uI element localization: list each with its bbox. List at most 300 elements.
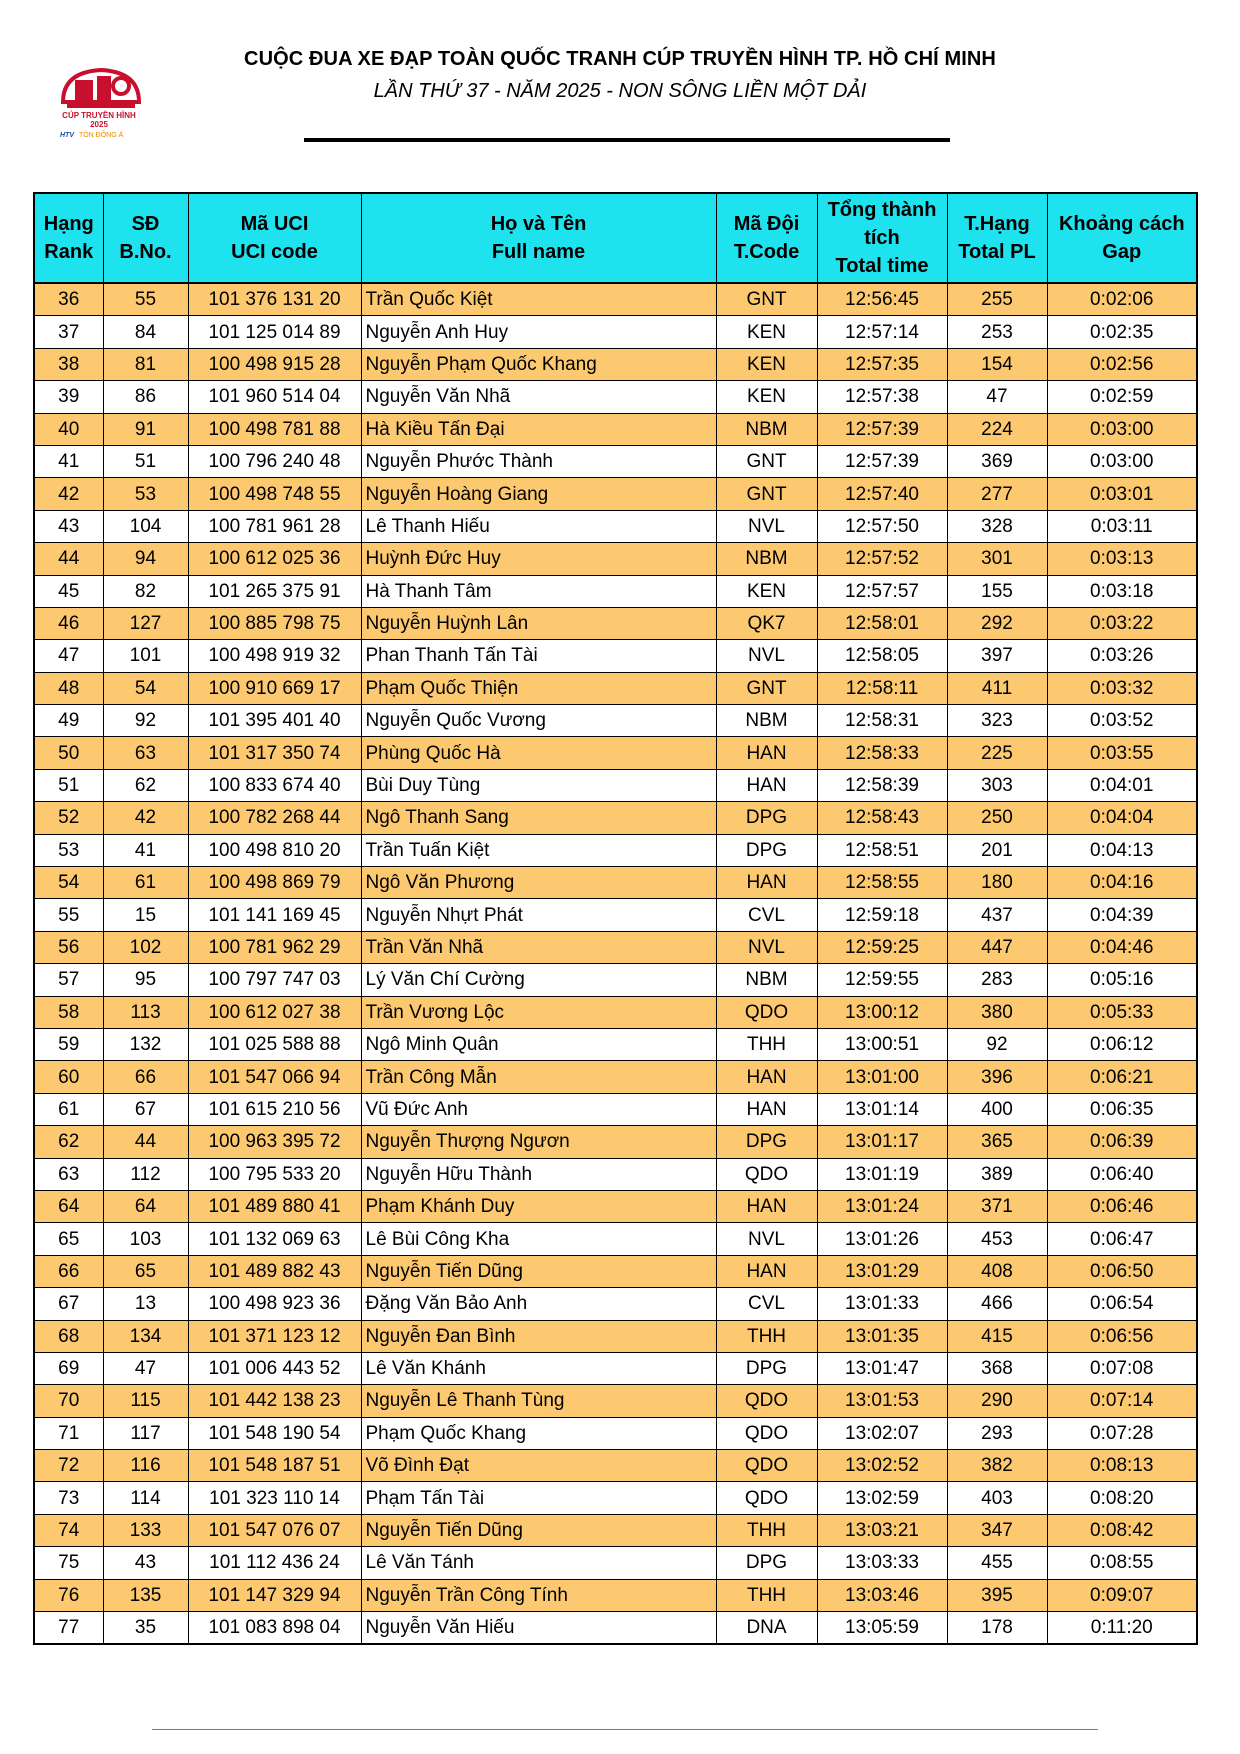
cell-gap: 0:06:40 [1047, 1158, 1197, 1190]
table-row [34, 964, 1197, 996]
cell-rank: 72 [34, 1450, 103, 1482]
cell-name: Phạm Tấn Tài [361, 1482, 716, 1514]
cell-time: 13:01:24 [817, 1190, 947, 1222]
cell-team: QDO [716, 1385, 817, 1417]
table-row [34, 543, 1197, 575]
table-row [34, 1255, 1197, 1287]
page-subtitle: LẦN THỨ 37 - NĂM 2025 - NON SÔNG LIỀN MỘT DẢI [373, 80, 867, 102]
cell-name: Trần Quốc Kiệt [361, 283, 716, 316]
cell-team: HAN [716, 737, 817, 769]
cell-time: 13:01:00 [817, 1061, 947, 1093]
cell-uci: 101 547 066 94 [188, 1061, 361, 1093]
table-row [34, 1547, 1197, 1579]
cell-pl: 154 [947, 348, 1047, 380]
cell-pl: 224 [947, 413, 1047, 445]
cell-name: Hà Kiều Tấn Đại [361, 413, 716, 445]
cell-team: DPG [716, 802, 817, 834]
cell-name: Phạm Khánh Duy [361, 1190, 716, 1222]
cell-rank: 42 [34, 478, 103, 510]
cell-pl: 303 [947, 769, 1047, 801]
cell-team: GNT [716, 478, 817, 510]
cell-bib: 66 [103, 1061, 188, 1093]
cell-time: 12:57:38 [817, 381, 947, 413]
cell-uci: 101 547 076 07 [188, 1514, 361, 1546]
cell-time: 12:57:39 [817, 413, 947, 445]
cell-gap: 0:04:04 [1047, 802, 1197, 834]
cell-time: 12:57:50 [817, 510, 947, 542]
cell-bib: 101 [103, 640, 188, 672]
table-row [34, 802, 1197, 834]
cell-team: QDO [716, 1158, 817, 1190]
cell-bib: 35 [103, 1612, 188, 1645]
cell-pl: 368 [947, 1352, 1047, 1384]
cell-time: 13:01:53 [817, 1385, 947, 1417]
cell-team: GNT [716, 283, 817, 316]
cell-pl: 382 [947, 1450, 1047, 1482]
cell-pl: 253 [947, 316, 1047, 348]
cell-bib: 67 [103, 1093, 188, 1125]
table-row [34, 381, 1197, 413]
cell-name: Lê Văn Khánh [361, 1352, 716, 1384]
cell-team: CVL [716, 899, 817, 931]
cell-time: 12:58:33 [817, 737, 947, 769]
cell-name: Lê Thanh Hiếu [361, 510, 716, 542]
cell-bib: 51 [103, 445, 188, 477]
cell-pl: 403 [947, 1482, 1047, 1514]
cell-name: Nguyễn Đan Bình [361, 1320, 716, 1352]
cell-bib: 13 [103, 1288, 188, 1320]
cell-pl: 347 [947, 1514, 1047, 1546]
table-row [34, 1093, 1197, 1125]
cell-team: HAN [716, 1061, 817, 1093]
cell-team: HAN [716, 1255, 817, 1287]
cell-pl: 293 [947, 1417, 1047, 1449]
cell-uci: 101 147 329 94 [188, 1579, 361, 1611]
cell-time: 13:01:33 [817, 1288, 947, 1320]
cell-team: NBM [716, 964, 817, 996]
cell-time: 12:59:55 [817, 964, 947, 996]
cell-uci: 100 498 915 28 [188, 348, 361, 380]
cell-bib: 117 [103, 1417, 188, 1449]
cell-gap: 0:11:20 [1047, 1612, 1197, 1645]
cell-name: Lê Văn Tánh [361, 1547, 716, 1579]
cell-bib: 54 [103, 672, 188, 704]
cell-name: Ngô Văn Phương [361, 867, 716, 899]
cell-bib: 115 [103, 1385, 188, 1417]
cell-rank: 41 [34, 445, 103, 477]
cell-name: Huỳnh Đức Huy [361, 543, 716, 575]
cell-rank: 52 [34, 802, 103, 834]
cell-rank: 47 [34, 640, 103, 672]
cell-name: Bùi Duy Tùng [361, 769, 716, 801]
cell-rank: 57 [34, 964, 103, 996]
cell-team: CVL [716, 1288, 817, 1320]
cell-pl: 453 [947, 1223, 1047, 1255]
table-row [34, 1028, 1197, 1060]
table-row [34, 1126, 1197, 1158]
cell-gap: 0:08:42 [1047, 1514, 1197, 1546]
cell-pl: 290 [947, 1385, 1047, 1417]
cell-team: NVL [716, 931, 817, 963]
cell-gap: 0:06:50 [1047, 1255, 1197, 1287]
cell-gap: 0:06:46 [1047, 1190, 1197, 1222]
cell-bib: 43 [103, 1547, 188, 1579]
cell-rank: 49 [34, 705, 103, 737]
cell-name: Nguyễn Anh Huy [361, 316, 716, 348]
cell-uci: 101 371 123 12 [188, 1320, 361, 1352]
cell-time: 12:58:43 [817, 802, 947, 834]
cell-rank: 50 [34, 737, 103, 769]
cell-rank: 59 [34, 1028, 103, 1060]
cell-bib: 102 [103, 931, 188, 963]
cell-team: QDO [716, 1482, 817, 1514]
cell-gap: 0:03:00 [1047, 445, 1197, 477]
cell-pl: 255 [947, 283, 1047, 316]
cell-team: GNT [716, 445, 817, 477]
cell-name: Nguyễn Thượng Ngươn [361, 1126, 716, 1158]
cell-time: 12:58:11 [817, 672, 947, 704]
cell-gap: 0:06:54 [1047, 1288, 1197, 1320]
table-row [34, 413, 1197, 445]
cell-time: 13:01:19 [817, 1158, 947, 1190]
cell-bib: 127 [103, 607, 188, 639]
cell-bib: 42 [103, 802, 188, 834]
cell-rank: 66 [34, 1255, 103, 1287]
cell-uci: 101 083 898 04 [188, 1612, 361, 1645]
cell-pl: 225 [947, 737, 1047, 769]
cell-gap: 0:02:35 [1047, 316, 1197, 348]
cell-time: 13:01:17 [817, 1126, 947, 1158]
cell-bib: 63 [103, 737, 188, 769]
cell-rank: 54 [34, 867, 103, 899]
cell-gap: 0:04:46 [1047, 931, 1197, 963]
table-row [34, 1482, 1197, 1514]
table-row [34, 672, 1197, 704]
cell-bib: 65 [103, 1255, 188, 1287]
cell-pl: 400 [947, 1093, 1047, 1125]
cell-bib: 64 [103, 1190, 188, 1222]
cell-rank: 76 [34, 1579, 103, 1611]
cell-rank: 39 [34, 381, 103, 413]
cell-rank: 74 [34, 1514, 103, 1546]
header-pl: T.Hạng Total PL [947, 193, 1047, 283]
cell-name: Phan Thanh Tấn Tài [361, 640, 716, 672]
cell-pl: 466 [947, 1288, 1047, 1320]
table-row [34, 1385, 1197, 1417]
cell-name: Nguyễn Trần Công Tính [361, 1579, 716, 1611]
cell-time: 13:00:12 [817, 996, 947, 1028]
table-row [34, 445, 1197, 477]
cell-time: 12:58:39 [817, 769, 947, 801]
cell-time: 12:58:31 [817, 705, 947, 737]
cell-bib: 113 [103, 996, 188, 1028]
cell-uci: 101 141 169 45 [188, 899, 361, 931]
cell-name: Trần Tuấn Kiệt [361, 834, 716, 866]
table-row [34, 931, 1197, 963]
cell-bib: 112 [103, 1158, 188, 1190]
cell-pl: 323 [947, 705, 1047, 737]
cell-name: Nguyễn Tiến Dũng [361, 1514, 716, 1546]
cell-rank: 62 [34, 1126, 103, 1158]
cell-name: Ngô Thanh Sang [361, 802, 716, 834]
cell-rank: 51 [34, 769, 103, 801]
cell-time: 13:02:07 [817, 1417, 947, 1449]
cell-name: Phạm Quốc Khang [361, 1417, 716, 1449]
page-title: CUỘC ĐUA XE ĐẠP TOÀN QUỐC TRANH CÚP TRUYỀN HÌNH TP. HỒ CHÍ MINH [244, 48, 996, 70]
cell-time: 13:00:51 [817, 1028, 947, 1060]
cell-pl: 47 [947, 381, 1047, 413]
cell-gap: 0:07:28 [1047, 1417, 1197, 1449]
cell-bib: 15 [103, 899, 188, 931]
cell-gap: 0:03:00 [1047, 413, 1197, 445]
cell-pl: 408 [947, 1255, 1047, 1287]
cell-uci: 100 796 240 48 [188, 445, 361, 477]
cell-uci: 101 548 187 51 [188, 1450, 361, 1482]
cell-gap: 0:02:59 [1047, 381, 1197, 413]
cell-gap: 0:03:32 [1047, 672, 1197, 704]
cell-name: Nguyễn Phạm Quốc Khang [361, 348, 716, 380]
cell-uci: 100 612 025 36 [188, 543, 361, 575]
cell-name: Nguyễn Hoàng Giang [361, 478, 716, 510]
cell-pl: 277 [947, 478, 1047, 510]
cell-gap: 0:03:52 [1047, 705, 1197, 737]
cell-name: Trần Công Mẫn [361, 1061, 716, 1093]
cell-gap: 0:08:55 [1047, 1547, 1197, 1579]
cell-pl: 411 [947, 672, 1047, 704]
cell-pl: 365 [947, 1126, 1047, 1158]
header-gap: Khoảng cách Gap [1047, 193, 1197, 283]
cell-bib: 41 [103, 834, 188, 866]
table-row [34, 575, 1197, 607]
cell-time: 13:05:59 [817, 1612, 947, 1645]
cell-uci: 101 548 190 54 [188, 1417, 361, 1449]
cell-bib: 103 [103, 1223, 188, 1255]
table-row [34, 283, 1197, 316]
table-row [34, 478, 1197, 510]
cell-name: Nguyễn Văn Nhã [361, 381, 716, 413]
cell-uci: 100 612 027 38 [188, 996, 361, 1028]
table-row [34, 1158, 1197, 1190]
cell-gap: 0:06:56 [1047, 1320, 1197, 1352]
cell-team: GNT [716, 672, 817, 704]
cell-pl: 301 [947, 543, 1047, 575]
header-time: Tổng thành tích Total time [817, 193, 947, 283]
cell-name: Vũ Đức Anh [361, 1093, 716, 1125]
cell-uci: 100 795 533 20 [188, 1158, 361, 1190]
cell-rank: 45 [34, 575, 103, 607]
cell-name: Nguyễn Lê Thanh Tùng [361, 1385, 716, 1417]
cell-uci: 100 781 961 28 [188, 510, 361, 542]
cell-time: 12:58:05 [817, 640, 947, 672]
cell-bib: 104 [103, 510, 188, 542]
cell-bib: 55 [103, 283, 188, 316]
cell-bib: 116 [103, 1450, 188, 1482]
cell-name: Trần Vương Lộc [361, 996, 716, 1028]
cell-uci: 101 112 436 24 [188, 1547, 361, 1579]
cell-time: 12:58:51 [817, 834, 947, 866]
cell-uci: 100 498 781 88 [188, 413, 361, 445]
table-header-row [34, 193, 1197, 283]
cell-team: NBM [716, 543, 817, 575]
cell-uci: 101 265 375 91 [188, 575, 361, 607]
cell-name: Lê Bùi Công Kha [361, 1223, 716, 1255]
cell-team: HAN [716, 1093, 817, 1125]
cell-bib: 94 [103, 543, 188, 575]
cell-team: KEN [716, 316, 817, 348]
cell-uci: 101 442 138 23 [188, 1385, 361, 1417]
sponsor-logos [60, 132, 123, 140]
cell-gap: 0:04:13 [1047, 834, 1197, 866]
cell-uci: 100 910 669 17 [188, 672, 361, 704]
cell-rank: 46 [34, 607, 103, 639]
cell-bib: 132 [103, 1028, 188, 1060]
cell-pl: 389 [947, 1158, 1047, 1190]
cell-rank: 68 [34, 1320, 103, 1352]
cell-gap: 0:02:06 [1047, 283, 1197, 316]
cell-name: Nguyễn Tiến Dũng [361, 1255, 716, 1287]
cell-gap: 0:06:12 [1047, 1028, 1197, 1060]
cell-gap: 0:02:56 [1047, 348, 1197, 380]
cell-gap: 0:05:16 [1047, 964, 1197, 996]
cell-team: THH [716, 1028, 817, 1060]
cell-name: Lý Văn Chí Cường [361, 964, 716, 996]
table-row [34, 1061, 1197, 1093]
cell-time: 12:57:14 [817, 316, 947, 348]
cell-rank: 53 [34, 834, 103, 866]
cell-pl: 155 [947, 575, 1047, 607]
cell-uci: 100 782 268 44 [188, 802, 361, 834]
cell-rank: 48 [34, 672, 103, 704]
cell-time: 13:01:29 [817, 1255, 947, 1287]
table-row [34, 1288, 1197, 1320]
logo-caption: CÚP TRUYỀN HÌNH 2025 [62, 111, 136, 129]
table-row [34, 867, 1197, 899]
cell-bib: 44 [103, 1126, 188, 1158]
cell-pl: 437 [947, 899, 1047, 931]
table-row [34, 1612, 1197, 1645]
cell-uci: 100 498 869 79 [188, 867, 361, 899]
cell-uci: 100 833 674 40 [188, 769, 361, 801]
table-row [34, 316, 1197, 348]
cell-rank: 75 [34, 1547, 103, 1579]
cell-team: DPG [716, 1126, 817, 1158]
cell-time: 12:57:39 [817, 445, 947, 477]
table-row [34, 1450, 1197, 1482]
footer-rule [152, 1729, 1098, 1730]
cell-rank: 38 [34, 348, 103, 380]
cell-team: DPG [716, 1352, 817, 1384]
cell-rank: 58 [34, 996, 103, 1028]
cell-team: NVL [716, 1223, 817, 1255]
cell-time: 13:03:21 [817, 1514, 947, 1546]
cell-uci: 101 489 882 43 [188, 1255, 361, 1287]
cell-rank: 70 [34, 1385, 103, 1417]
cell-team: NBM [716, 413, 817, 445]
cell-bib: 62 [103, 769, 188, 801]
cell-uci: 101 317 350 74 [188, 737, 361, 769]
cell-bib: 114 [103, 1482, 188, 1514]
table-row [34, 834, 1197, 866]
tondonga-logo: TÔN ĐÔNG Á [78, 132, 124, 139]
cell-pl: 395 [947, 1579, 1047, 1611]
cell-pl: 396 [947, 1061, 1047, 1093]
table-row [34, 1579, 1197, 1611]
cell-uci: 100 781 962 29 [188, 931, 361, 963]
cell-time: 12:57:57 [817, 575, 947, 607]
cell-uci: 100 498 810 20 [188, 834, 361, 866]
cell-time: 12:57:52 [817, 543, 947, 575]
cell-time: 13:01:47 [817, 1352, 947, 1384]
cell-pl: 447 [947, 931, 1047, 963]
cell-pl: 380 [947, 996, 1047, 1028]
cell-bib: 47 [103, 1352, 188, 1384]
cell-name: Nguyễn Văn Hiếu [361, 1612, 716, 1645]
header-uci: Mã UCI UCI code [188, 193, 361, 283]
cell-gap: 0:06:21 [1047, 1061, 1197, 1093]
table-row [34, 510, 1197, 542]
cell-uci: 100 797 747 03 [188, 964, 361, 996]
cell-name: Võ Đình Đạt [361, 1450, 716, 1482]
cell-uci: 101 489 880 41 [188, 1190, 361, 1222]
cell-team: QDO [716, 1450, 817, 1482]
cell-gap: 0:03:13 [1047, 543, 1197, 575]
cell-time: 13:02:59 [817, 1482, 947, 1514]
cell-team: DPG [716, 834, 817, 866]
cell-name: Nguyễn Quốc Vương [361, 705, 716, 737]
table-row [34, 348, 1197, 380]
htv-logo: HTV [60, 132, 74, 139]
cell-pl: 328 [947, 510, 1047, 542]
cell-uci: 101 376 131 20 [188, 283, 361, 316]
cell-bib: 82 [103, 575, 188, 607]
cell-rank: 60 [34, 1061, 103, 1093]
cell-gap: 0:04:39 [1047, 899, 1197, 931]
table-row [34, 996, 1197, 1028]
table-row [34, 1320, 1197, 1352]
cell-uci: 101 323 110 14 [188, 1482, 361, 1514]
cell-pl: 371 [947, 1190, 1047, 1222]
cell-pl: 250 [947, 802, 1047, 834]
cell-name: Hà Thanh Tâm [361, 575, 716, 607]
cell-pl: 178 [947, 1612, 1047, 1645]
cell-gap: 0:06:47 [1047, 1223, 1197, 1255]
cell-rank: 43 [34, 510, 103, 542]
cell-pl: 397 [947, 640, 1047, 672]
cell-gap: 0:03:01 [1047, 478, 1197, 510]
cell-rank: 71 [34, 1417, 103, 1449]
cell-rank: 73 [34, 1482, 103, 1514]
cell-rank: 37 [34, 316, 103, 348]
cell-time: 12:59:25 [817, 931, 947, 963]
cell-uci: 101 132 069 63 [188, 1223, 361, 1255]
cell-team: HAN [716, 867, 817, 899]
cell-pl: 292 [947, 607, 1047, 639]
cell-name: Nguyễn Huỳnh Lân [361, 607, 716, 639]
cell-team: KEN [716, 575, 817, 607]
cell-gap: 0:07:14 [1047, 1385, 1197, 1417]
cell-gap: 0:03:11 [1047, 510, 1197, 542]
cell-uci: 101 125 014 89 [188, 316, 361, 348]
cell-time: 12:57:35 [817, 348, 947, 380]
cell-uci: 101 615 210 56 [188, 1093, 361, 1125]
cell-gap: 0:08:20 [1047, 1482, 1197, 1514]
cell-rank: 56 [34, 931, 103, 963]
cell-uci: 101 960 514 04 [188, 381, 361, 413]
cell-team: DNA [716, 1612, 817, 1645]
table-row [34, 1352, 1197, 1384]
cell-uci: 100 885 798 75 [188, 607, 361, 639]
cell-time: 13:01:14 [817, 1093, 947, 1125]
